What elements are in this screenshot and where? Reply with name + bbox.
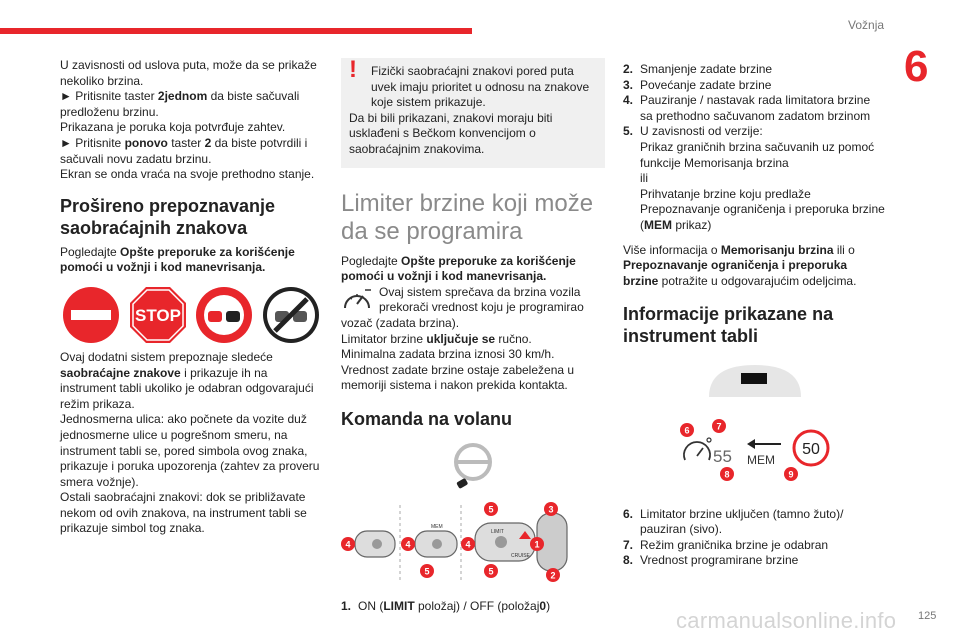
speed-limiter-display xyxy=(623,418,885,482)
display-mem-label: MEM xyxy=(747,452,775,467)
paragraph: Minimalna zadata brzina iznosi 30 km/h. xyxy=(341,347,555,362)
callout-8: 8 xyxy=(724,469,730,480)
watermark: carmanualsonline.info xyxy=(676,608,897,633)
stop-sign-label: STOP xyxy=(134,305,181,325)
steering-stalk-diagram xyxy=(341,501,605,585)
display-limit-value: 50 xyxy=(802,440,820,458)
callout-4: 4 xyxy=(345,539,351,549)
callout-3: 3 xyxy=(548,504,554,514)
paragraph: ► Pritisnite ponovo taster 2 da biste potvrdili i sačuvali novu zadatu brzinu. xyxy=(60,135,308,166)
paragraph: Prikazana je poruka koja potvrđuje zahtev. xyxy=(60,120,286,135)
paragraph: Ostali saobraćajni znakovi: dok se približavate nekom od ovih znakova, na instrument tabli se prikazuje simbol tog znaka. xyxy=(60,490,307,536)
paragraph: Ovaj sistem sprečava da brzina vozila prekorači vrednost koju je programirao vozač (zadata brzina). xyxy=(341,284,584,330)
list-item: 8. Vrednost programirane brzine xyxy=(623,553,799,568)
warning-text: Fizički saobraćajni znakovi pored puta uvek imaju prioritet u odnosu na znakove koje sistem prikazuje. xyxy=(371,64,590,110)
list-item: 4. Pauziranje / nastavak rada limitatora brzine sa prethodno sačuvanom zadatom brzinom xyxy=(623,93,871,123)
stalk-variant-2 xyxy=(415,524,457,557)
step-list xyxy=(341,599,605,615)
paragraph: Limitator brzine uključuje se ručno. xyxy=(341,331,532,346)
paragraph: Ekran se onda vraća na svoje prethodno stanje. xyxy=(60,167,315,182)
column-right xyxy=(623,62,885,569)
warning-text: Da bi bili prikazani, znakovi moraju biti usklađeni s Bečkom konvencijom o saobraćajnim znakovima. xyxy=(349,110,553,156)
callout-1: 1 xyxy=(534,539,540,549)
callout-9: 9 xyxy=(788,469,794,480)
warning-box xyxy=(341,58,605,168)
list-item: 3. Povećanje zadate brzine xyxy=(623,77,772,92)
stalk-variant-1 xyxy=(355,531,395,557)
section-heading: Prošireno prepoznavanje saobraćajnih znakova xyxy=(60,195,276,238)
stop-sign-icon xyxy=(129,286,187,344)
chapter-number: 6 xyxy=(904,42,929,91)
header-accent-bar xyxy=(0,28,472,34)
callout-2: 2 xyxy=(550,570,556,580)
page-number: 125 xyxy=(918,610,937,622)
more-info-paragraph: Više informacija o Memorisanju brzina ili o Prepoznavanje ograničenja i preporuka brzine potražite u odgovarajućim odeljcima. xyxy=(623,242,857,288)
warning-icon: ! xyxy=(349,56,357,83)
callout-4: 4 xyxy=(405,539,411,549)
paragraph: ► Pritisnite taster 2jednom da biste sačuvali predloženu brzinu. xyxy=(60,89,300,119)
instrument-panel-icon xyxy=(623,359,885,409)
stalk-label-cruise: CRUISE xyxy=(511,552,530,559)
callout-4: 4 xyxy=(465,539,471,549)
section-title: Vožnja xyxy=(848,18,885,32)
stalk-label-mem: MEM xyxy=(431,523,443,530)
callout-5: 5 xyxy=(488,504,494,514)
steering-wheel-icon xyxy=(341,438,605,496)
callout-5: 5 xyxy=(488,566,494,576)
section-heading: Komanda na volanu xyxy=(341,408,513,429)
paragraph: Ovaj dodatni sistem prepoznaje sledeće saobraćajne znakove i prikazuje ih na instrument tabli ukoliko je odabran odgovarajući režim prikaza. xyxy=(60,349,314,411)
traffic-signs-row xyxy=(62,286,320,344)
see-reference: Pogledajte Opšte preporuke za korišćenje pomoći u vožnji i kod manevrisanja. xyxy=(60,244,295,275)
end-no-overtaking-sign-icon xyxy=(262,286,320,344)
callout-7: 7 xyxy=(716,421,722,432)
no-overtaking-sign-icon xyxy=(195,286,253,344)
paragraph: Vrednost zadate brzine ostaje zabeležena u memoriji sistema i nakon prekida kontakta. xyxy=(341,362,575,393)
legend-list xyxy=(623,507,885,569)
list-item: 2. Smanjenje zadate brzine xyxy=(623,62,773,76)
step-list xyxy=(623,62,885,234)
stalk-label-limit: LIMIT xyxy=(491,528,504,535)
callout-5: 5 xyxy=(424,566,430,576)
display-set-speed: 55 xyxy=(713,446,732,466)
column-middle xyxy=(341,58,605,615)
paragraph: U zavisnosti od uslova puta, može da se prikaže nekoliko brzina. xyxy=(60,58,317,88)
column-left xyxy=(60,58,322,537)
section-heading: Informacije prikazane na instrument tabli xyxy=(623,304,834,347)
stalk-variant-3 xyxy=(475,513,567,571)
paragraph: Jednosmerna ulica: ako počnete da vozite duž jednosmerne ulice u pogrešnom smeru, na instrument tabli se, pored simbola ovog znaka, prikazuje i poruka upozorenja (zahtev za proveru smera vožnje). xyxy=(60,412,320,489)
speed-limiter-icon xyxy=(341,286,373,314)
list-item: 7. Režim graničnika brzine je odabran xyxy=(623,537,829,552)
see-reference: Pogledajte Opšte preporuke za korišćenje pomoći u vožnji i kod manevrisanja. xyxy=(341,253,576,284)
section-heading: Limiter brzine koji može da se programira xyxy=(341,189,594,245)
list-item: 6. Limitator brzine uključen (tamno žuto)/ pauziran (sivo). xyxy=(623,506,844,537)
no-entry-sign-icon xyxy=(62,286,120,344)
list-item: 1. ON (LIMIT položaj) / OFF (položaj0) xyxy=(341,599,551,614)
list-item: 5. U zavisnosti od verzije: Prikaz graničnih brzina sačuvanih uz pomoć funkcije Memorisanja brzina ili Prihvatanje brzine koju predlaže Prepoznavanje ograničenja i preporuka brzine (MEM prikaz) xyxy=(623,124,885,232)
callout-6: 6 xyxy=(684,425,690,436)
